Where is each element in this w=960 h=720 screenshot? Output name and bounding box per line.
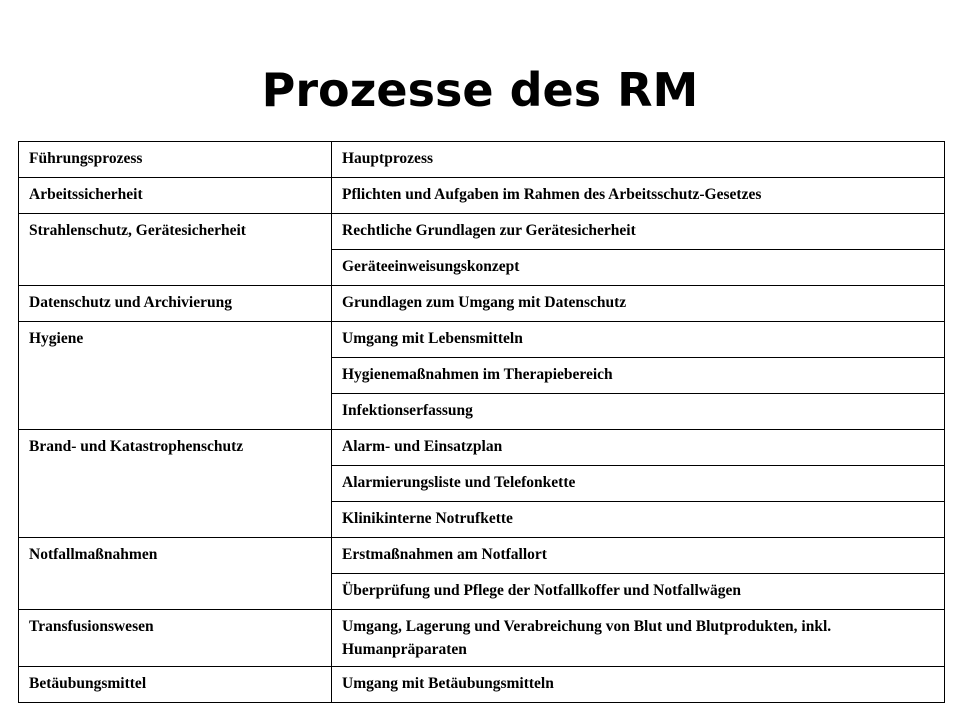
header-hauptprozess: Hauptprozess — [332, 142, 945, 178]
table-row — [19, 538, 945, 574]
item-alarmplan: Alarm- und Einsatzplan — [332, 430, 945, 466]
item-hygienemassnahmen: Hygienemaßnahmen im Therapiebereich — [332, 358, 945, 394]
process-transfusionswesen: Transfusionswesen — [19, 610, 332, 667]
table-header-row — [19, 142, 945, 178]
item-geraetesicherheit: Rechtliche Grundlagen zur Gerätesicherheit — [332, 214, 945, 250]
process-brandschutz: Brand- und Katastrophenschutz — [19, 430, 332, 538]
item-blutprodukte: Umgang, Lagerung und Verabreichung von Blut und Blutprodukten, inkl. Humanpräparaten — [332, 610, 945, 667]
item-notrufkette: Klinikinterne Notrufkette — [332, 502, 945, 538]
item-geraeteeinweisung: Geräteeinweisungskonzept — [332, 250, 945, 286]
slide-title: Prozesse des RM — [261, 63, 699, 117]
table-row — [19, 430, 945, 466]
table-row — [19, 322, 945, 358]
item-datenschutz: Grundlagen zum Umgang mit Datenschutz — [332, 286, 945, 322]
process-arbeitssicherheit: Arbeitssicherheit — [19, 178, 332, 214]
process-hygiene: Hygiene — [19, 322, 332, 430]
process-datenschutz: Datenschutz und Archivierung — [19, 286, 332, 322]
item-arbeitsschutz: Pflichten und Aufgaben im Rahmen des Arbeitsschutz-Gesetzes — [332, 178, 945, 214]
item-erstmassnahmen: Erstmaßnahmen am Notfallort — [332, 538, 945, 574]
process-betaeubungsmittel: Betäubungsmittel — [19, 667, 332, 703]
table-row — [19, 286, 945, 322]
table-row — [19, 610, 945, 667]
header-fuehrungsprozess: Führungsprozess — [19, 142, 332, 178]
process-table — [18, 141, 945, 703]
table-row — [19, 178, 945, 214]
table-row — [19, 214, 945, 250]
process-strahlenschutz: Strahlenschutz, Gerätesicherheit — [19, 214, 332, 286]
item-notfallkoffer: Überprüfung und Pflege der Notfallkoffer und Notfallwägen — [332, 574, 945, 610]
item-betaeubungsmittel: Umgang mit Betäubungsmitteln — [332, 667, 945, 703]
item-lebensmittel: Umgang mit Lebensmitteln — [332, 322, 945, 358]
process-notfallmassnahmen: Notfallmaßnahmen — [19, 538, 332, 610]
item-infektionserfassung: Infektionserfassung — [332, 394, 945, 430]
item-alarmierungsliste: Alarmierungsliste und Telefonkette — [332, 466, 945, 502]
table-row — [19, 667, 945, 703]
